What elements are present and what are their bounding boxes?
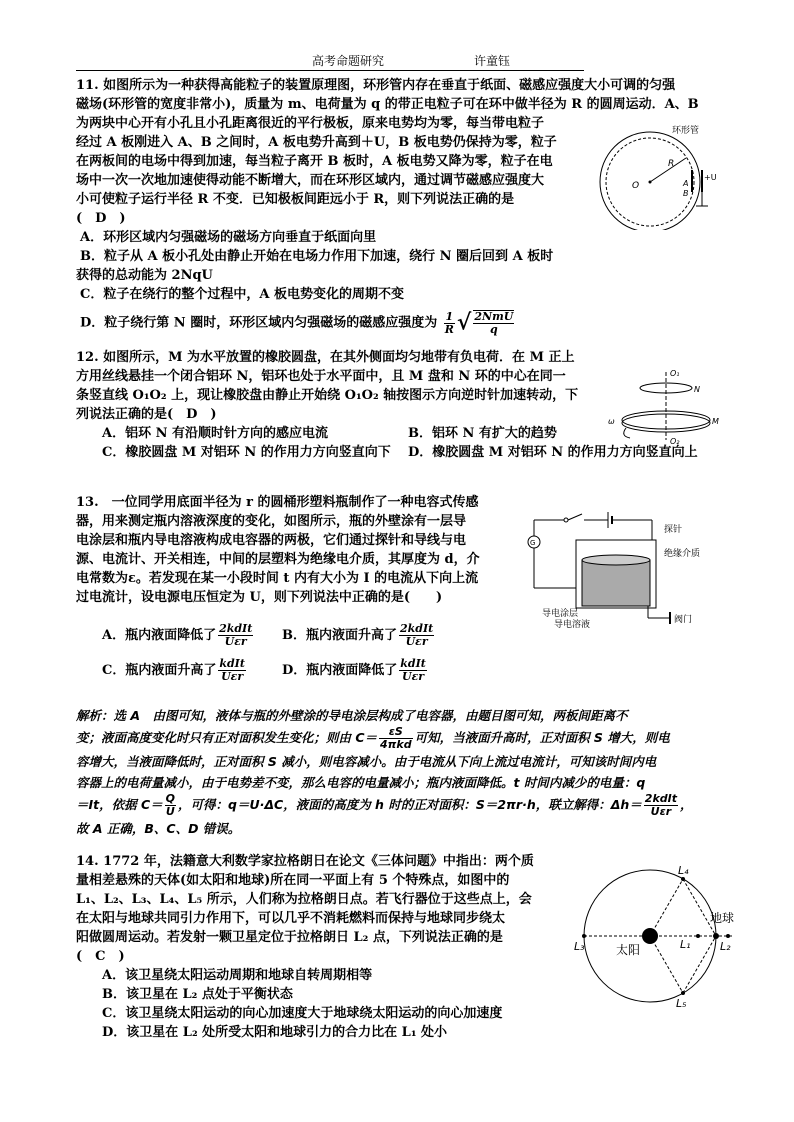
q13-line: 电涂层和瓶内导电溶液构成电容器的两极，它们通过探针和导线与电 [76, 533, 467, 548]
label-coating: 导电涂层 [542, 609, 579, 619]
frac-num: kdIt [400, 657, 426, 670]
q13-solution [76, 705, 720, 839]
q13-line: 过电流计，设电源电压恒定为 U，则下列说法中正确的是( ) [76, 590, 443, 605]
q14-option-b: B．该卫星在 L₂ 点处于平衡状态 [102, 987, 293, 1002]
q13-line: 13. 一位同学用底面半径为 r 的圆桶形塑料瓶制作了一种电容式传感 [76, 495, 479, 510]
frac-den: q [490, 323, 498, 336]
q12-line: 12. 如图所示，M 为水平放置的橡胶圆盘，在其外侧面均匀地带有负电荷．在 M 正上 [76, 350, 575, 365]
label-earth: 地球 [710, 911, 735, 925]
q11-line: 11. 如图所示为一种获得高能粒子的装置原理图，环形管内存在垂直于纸面、磁感应强度大小可调的匀强 [76, 78, 676, 93]
q11-option-b-cont: 获得的总动能为 2NqU [76, 268, 213, 283]
frac-den: 4πkd [380, 738, 412, 751]
q14-option-a: A．该卫星绕太阳运动周期和地球自转周期相等 [102, 968, 373, 983]
q11-option-a: A．环形区域内匀强磁场的磁场方向垂直于纸面向里 [80, 230, 377, 245]
solution-line: 解析：选 A 由图可知，液体与瓶的外壁涂的导电涂层构成了电容器，由题目图可知，两板间距离不 [76, 708, 628, 723]
solution-line: 故 A 正确，B、C、D 错误。 [76, 821, 241, 836]
label-sun: 太阳 [616, 943, 641, 957]
label-B: B [683, 189, 689, 198]
frac-den: Uεr [221, 670, 244, 683]
label-R: R [668, 159, 675, 169]
point-l4 [681, 877, 685, 881]
solution-frac [165, 793, 176, 818]
label-g: G [530, 539, 536, 547]
label-l2: L₂ [720, 940, 731, 953]
switch-contact [564, 518, 568, 522]
solution-surface [582, 555, 650, 565]
label-dielectric: 绝缘介质 [664, 549, 701, 559]
q13-option-a-text: A．瓶内液面降低了 [102, 628, 217, 643]
q13-options [76, 623, 526, 683]
q13-frac-b [399, 623, 434, 648]
q13-option-b [282, 623, 526, 648]
q11-frac [444, 311, 455, 336]
line-sun-l4 [650, 879, 683, 936]
point-l3 [582, 934, 586, 938]
q13-line: 器，用来测定瓶内溶液深度的变化，如图所示，瓶的外壁涂有一层导 [76, 514, 467, 529]
q12-option-d: D．橡胶圆盘 M 对铝环 N 的作用力方向竖直向上 [408, 445, 698, 460]
question-14 [76, 852, 556, 1042]
q14-option-d: D．该卫星在 L₂ 处所受太阳和地球引力的合力比在 L₁ 处小 [102, 1025, 448, 1040]
point-l1 [696, 934, 700, 938]
rotation-arrow [624, 428, 630, 438]
point-l2 [726, 934, 730, 938]
q14-figure [568, 862, 748, 1012]
frac-num: Q [165, 792, 176, 805]
solution-frac [379, 726, 413, 751]
frac-den: Uεr [650, 805, 672, 818]
solution-line: 容增大，当液面降低时，正对面积 S 减小，则电容减小。由于电流从下向上流过电流计，可知该时间内电 [76, 754, 657, 769]
frac-den: R [444, 322, 454, 336]
label-l1: L₁ [680, 938, 691, 951]
q12-figure [606, 366, 726, 446]
label-solution: 导电溶液 [554, 620, 591, 628]
frac-num: 2kdIt [219, 622, 253, 635]
label-l5: L₅ [676, 997, 687, 1010]
q11-option-d-text: D．粒子绕行第 N 圈时，环形区域内匀强磁场的磁感应强度为 [80, 315, 438, 331]
q11-line: 磁场(环形管的宽度非常小)，质量为 m、电荷量为 q 的带正电粒子可在环中做半径为 R 的圆周运动．A、B [76, 97, 699, 112]
q11-line: 场中一次一次地加速使得动能不断增大，而在环形区域内，通过调节磁感应强度大 [76, 173, 545, 188]
frac-num: 1 [445, 309, 454, 323]
q13-line: 源、电流计、开关相连，中间的层塑料为绝缘电介质，其厚度为 d，介 [76, 552, 480, 567]
frac-den: U [165, 805, 175, 818]
q14-line: L₁、L₂、L₃、L₄、L₅ 所示，人们称为拉格朗日点。若飞行器位于这些点上，会 [76, 892, 532, 907]
q13-option-a [102, 623, 282, 648]
label-probe: 探针 [664, 525, 683, 535]
label-m: M [712, 417, 719, 426]
q12-line: 条竖直线 O₁O₂ 上，现让橡胶盘由静止开始绕 O₁O₂ 轴按图示方向逆时针加速转动，下 [76, 388, 579, 403]
frac-den: Uεr [402, 670, 425, 683]
frac-num: 2kdIt [644, 792, 677, 805]
q14-line: 在太阳与地球共同引力作用下，可以几乎不消耗燃料而保持与地球同步绕太 [76, 911, 506, 926]
label-l3: L₃ [574, 940, 585, 953]
label-n: N [694, 385, 700, 394]
frac-num: 2kdIt [400, 622, 434, 635]
q14-line: 量相差悬殊的天体(如太阳和地球)所在同一平面上有 5 个特殊点，如图中的 [76, 873, 510, 888]
q13-line: 电常数为ε。若发现在某一小段时间 t 内有大小为 I 的电流从下向上流 [76, 571, 479, 586]
header-right: 许童钰 [474, 54, 511, 68]
q13-frac-d [399, 658, 427, 683]
q12-option-a: A．铝环 N 有沿顺时针方向的感应电流 [102, 426, 329, 441]
q14-answer: ( C ) [76, 949, 125, 964]
solution-line [76, 726, 720, 751]
q12-line: 列说法正确的是( D ) [76, 407, 217, 422]
solution-frac [644, 793, 678, 818]
q13-option-c-text: C．瓶内液面升高了 [102, 663, 217, 678]
q14-line: 阳做圆周运动。若发射一颗卫星定位于拉格朗日 L₂ 点，下列说法正确的是 [76, 930, 503, 945]
q13-option-d-text: D．瓶内液面降低了 [282, 663, 398, 678]
center-dot [649, 181, 652, 184]
q12-line: 方用丝线悬挂一个闭合铝环 N，铝环也处于水平面中，且 M 盘和 N 环的中心在同一 [76, 369, 566, 384]
q11-option-b: B．粒子从 A 板小孔处由静止开始在电场力作用下加速，绕行 N 圈后回到 A 板时 [80, 249, 554, 264]
q13-option-c [102, 658, 282, 683]
q11-option-d [76, 310, 720, 336]
q11-line: 为两块中心开有小孔且小孔距离很近的平行极板，原来电势均为零，每当带电粒子 [76, 116, 545, 131]
label-omega: ω [608, 417, 615, 426]
sun [642, 928, 658, 944]
solution-fill [582, 560, 650, 606]
header-left: 高考命题研究 [312, 54, 385, 68]
q11-line: 经过 A 板刚进入 A、B 之间时，A 板电势升高到＋U，B 板电势仍保持为零，粒子 [76, 135, 557, 150]
q14-option-c: C．该卫星绕太阳运动的向心加速度大于地球绕太阳运动的向心加速度 [102, 1006, 503, 1021]
frac-num: kdIt [219, 657, 245, 670]
q11-answer: ( D ) [76, 211, 126, 226]
q13-frac-c [218, 658, 246, 683]
q13-frac-a [218, 623, 253, 648]
solution-text: ，可得：q＝U·ΔC，液面的高度为 h 时的正对面积：S＝2πr·h，联立解得：Δh＝ [178, 797, 642, 812]
frac-num: 2NmU [474, 310, 514, 323]
q13-option-b-text: B．瓶内液面升高了 [282, 628, 397, 643]
q11-option-c: C．粒子在绕行的整个过程中，A 板电势变化的周期不变 [80, 287, 404, 302]
solution-text: 可知，当液面升高时，正对面积 S 增大，则电 [414, 730, 670, 745]
frac-num: εS [379, 726, 413, 739]
q12-option-b: B．铝环 N 有扩大的趋势 [408, 426, 557, 441]
point-l5 [681, 991, 685, 995]
solution-line [76, 793, 720, 818]
q11-sqrt-frac [473, 310, 514, 336]
label-U: +U [704, 173, 717, 182]
frac-den: Uεr [224, 635, 247, 648]
solution-text: ， [680, 797, 693, 812]
q12-option-c: C．橡胶圆盘 M 对铝环 N 的作用力方向竖直向下 [102, 445, 391, 460]
line-l4-earth [683, 879, 716, 936]
solution-text: ＝It，依据 C＝ [76, 797, 163, 812]
q13-option-d [282, 658, 526, 683]
q11-line: 小可使粒子运行半径 R 不变．已知极板间距远小于 R，则下列说法正确的是 [76, 192, 515, 207]
q13-figure [524, 498, 724, 628]
label-o2: O₂ [670, 437, 680, 446]
earth [713, 933, 719, 939]
label-O: O [632, 181, 640, 191]
page-header [76, 50, 584, 71]
switch-blade [568, 514, 582, 520]
frac-den: Uεr [405, 635, 428, 648]
q11-figure [588, 120, 728, 230]
label-A: A [683, 179, 689, 188]
sqrt-sign: √ [456, 309, 472, 336]
q11-line: 在两板间的电场中得到加速，每当粒子离开 B 板时，A 板电势又降为零，粒子在电 [76, 154, 553, 169]
solution-line: 容器上的电荷量减小，由于电势差不变，那么电容的电量减小；瓶内液面降低。t 时间内减少的电量：q [76, 775, 646, 790]
question-13 [76, 493, 526, 683]
label-ring: 环形管 [672, 126, 700, 136]
line-sun-l5 [650, 936, 683, 993]
q14-line: 14. 1772 年，法籍意大利数学家拉格朗日在论文《三体问题》中指出：两个质 [76, 854, 534, 869]
label-o1: O₁ [670, 369, 680, 378]
label-l4: L₄ [678, 864, 689, 877]
solution-text: 变；液面高度变化时只有正对面积发生变化；则由 C＝ [76, 730, 378, 745]
label-valve: 阀门 [674, 615, 693, 625]
